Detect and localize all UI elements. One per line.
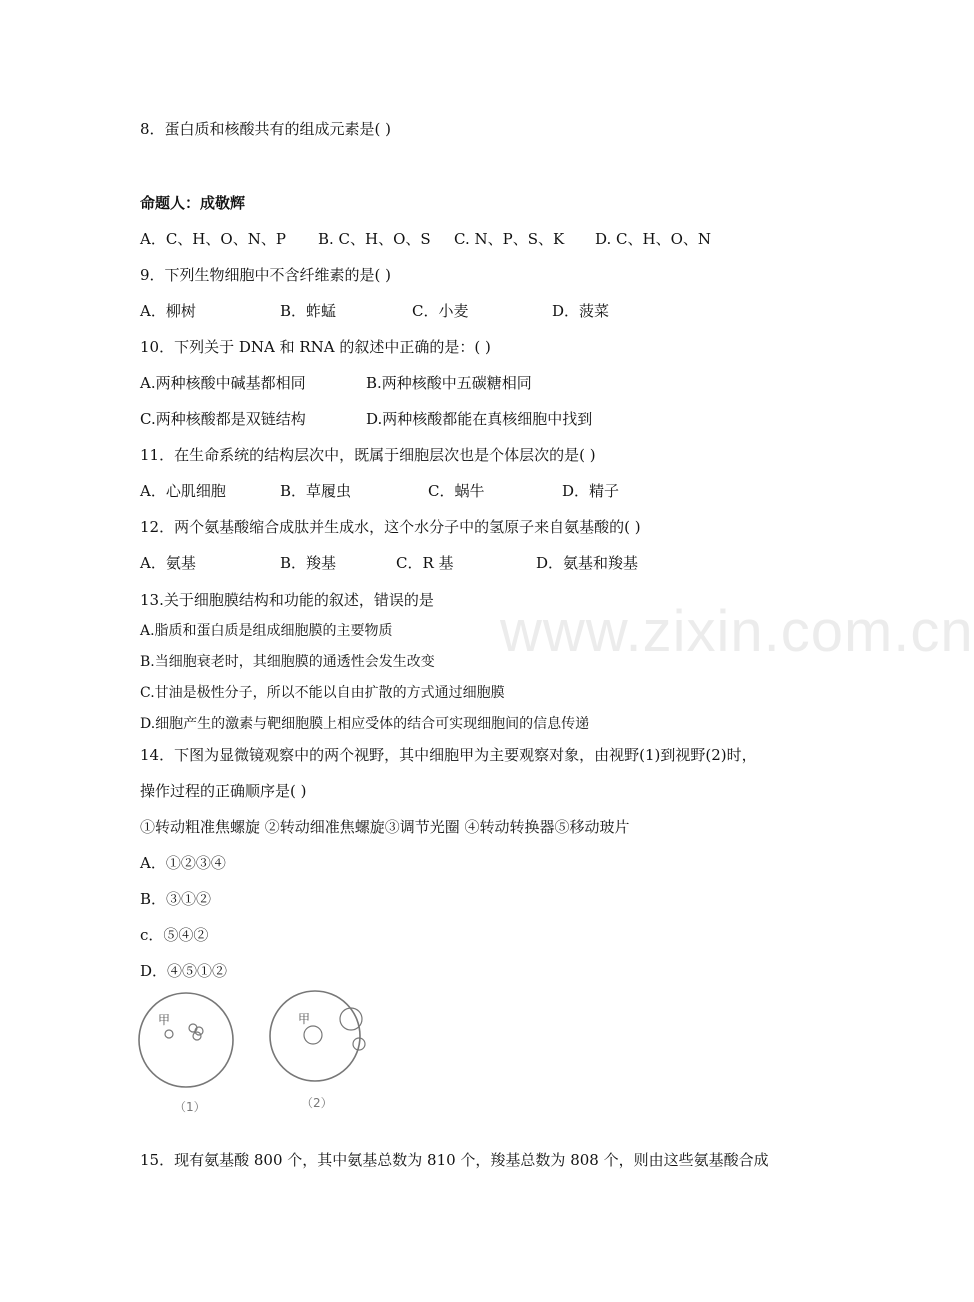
q12-option-b: B．羧基: [280, 554, 337, 572]
q8-stem: 8．蛋白质和核酸共有的组成元素是( ): [140, 120, 392, 138]
q8-option-a: A．C、H、O、N、P: [140, 230, 286, 248]
q13-option-a: A.脂质和蛋白质是组成细胞膜的主要物质: [140, 623, 393, 639]
view-2-cell-label: 甲: [298, 1012, 311, 1026]
q14-steps: ①转动粗准焦螺旋 ②转动细准焦螺旋③调节光圈 ④转动转换器⑤移动玻片: [140, 818, 630, 836]
q14-option-b: B．③①②: [140, 890, 212, 908]
q14-stem-line2: 操作过程的正确顺序是( ): [140, 782, 307, 800]
q8-options: [140, 229, 711, 249]
q13-stem: 13.关于细胞膜结构和功能的叙述，错误的是: [140, 591, 434, 609]
q15-stem: 15．现有氨基酸 800 个，其中氨基总数为 810 个，羧基总数为 808 个，则由这些氨基酸合成: [140, 1151, 769, 1169]
q14-option-d: D．④⑤①②: [140, 962, 228, 980]
q12-stem: 12．两个氨基酸缩合成肽并生成水，这个水分子中的氢原子来自氨基酸的( ): [140, 518, 641, 536]
q11-option-d: D．精子: [562, 482, 620, 500]
q9-options: [140, 301, 609, 321]
view-1-cell-small: [193, 1032, 201, 1040]
q14-option-c: c．⑤④②: [140, 926, 209, 944]
author-line: 命题人：成敬辉: [140, 194, 246, 212]
q8-option-c: C. N、P、S、K: [454, 230, 565, 248]
q9-option-c: C．小麦: [412, 302, 469, 320]
q10-option-d: D.两种核酸都能在真核细胞中找到: [366, 410, 593, 428]
q9-option-a: A．柳树: [140, 302, 196, 320]
q11-option-b: B．草履虫: [280, 482, 352, 500]
view-1-cell-label: 甲: [158, 1013, 171, 1027]
q12-option-c: C．R 基: [396, 554, 454, 572]
q13-option-b: B.当细胞衰老时，其细胞膜的通透性会发生改变: [140, 654, 435, 670]
q9-option-d: D．菠菜: [552, 302, 610, 320]
q12-options: [140, 553, 638, 573]
q10-option-a: A.两种核酸中碱基都相同: [140, 374, 306, 392]
q8-option-d: D. C、H、O、N: [595, 230, 712, 248]
q10-options-row1: [140, 373, 532, 393]
view-2-label: （2）: [301, 1096, 333, 1110]
q11-options: [140, 481, 619, 501]
view-1-cell-jia: [165, 1030, 173, 1038]
microscope-fields-figure: [135, 988, 375, 1118]
q11-option-a: A．心肌细胞: [140, 482, 226, 500]
q10-option-b: B.两种核酸中五碳糖相同: [366, 374, 532, 392]
q14-option-a: A．①②③④: [140, 854, 226, 872]
view-2-cell-large: [340, 1008, 362, 1030]
q9-stem: 9．下列生物细胞中不含纤维素的是( ): [140, 266, 392, 284]
q10-option-c: C.两种核酸都是双链结构: [140, 410, 306, 428]
q10-options-row2: [140, 409, 592, 429]
q9-option-b: B．蚱蜢: [280, 302, 337, 320]
view-2-cell-jia: [304, 1026, 322, 1044]
view-1-label: （1）: [174, 1100, 206, 1114]
q13-option-c: C.甘油是极性分子，所以不能以自由扩散的方式通过细胞膜: [140, 685, 505, 701]
view-2-circle: [270, 991, 360, 1081]
q11-option-c: C．蜗牛: [428, 482, 485, 500]
q8-option-b: B. C、H、O、S: [318, 230, 431, 248]
q11-stem: 11．在生命系统的结构层次中，既属于细胞层次也是个体层次的是( ): [140, 446, 596, 464]
q10-stem: 10．下列关于 DNA 和 RNA 的叙述中正确的是：( ): [140, 338, 491, 356]
watermark: www.zixin.com.cn: [500, 599, 974, 664]
microscope-fields-drawing: [135, 988, 375, 1118]
view-1-circle: [139, 993, 233, 1087]
q13-option-d: D.细胞产生的激素与靶细胞膜上相应受体的结合可实现细胞间的信息传递: [140, 716, 590, 732]
q14-stem-line1: 14．下图为显微镜观察中的两个视野，其中细胞甲为主要观察对象，由视野(1)到视野(2)时，: [140, 746, 757, 764]
q12-option-a: A．氨基: [140, 554, 196, 572]
q12-option-d: D．氨基和羧基: [536, 554, 639, 572]
